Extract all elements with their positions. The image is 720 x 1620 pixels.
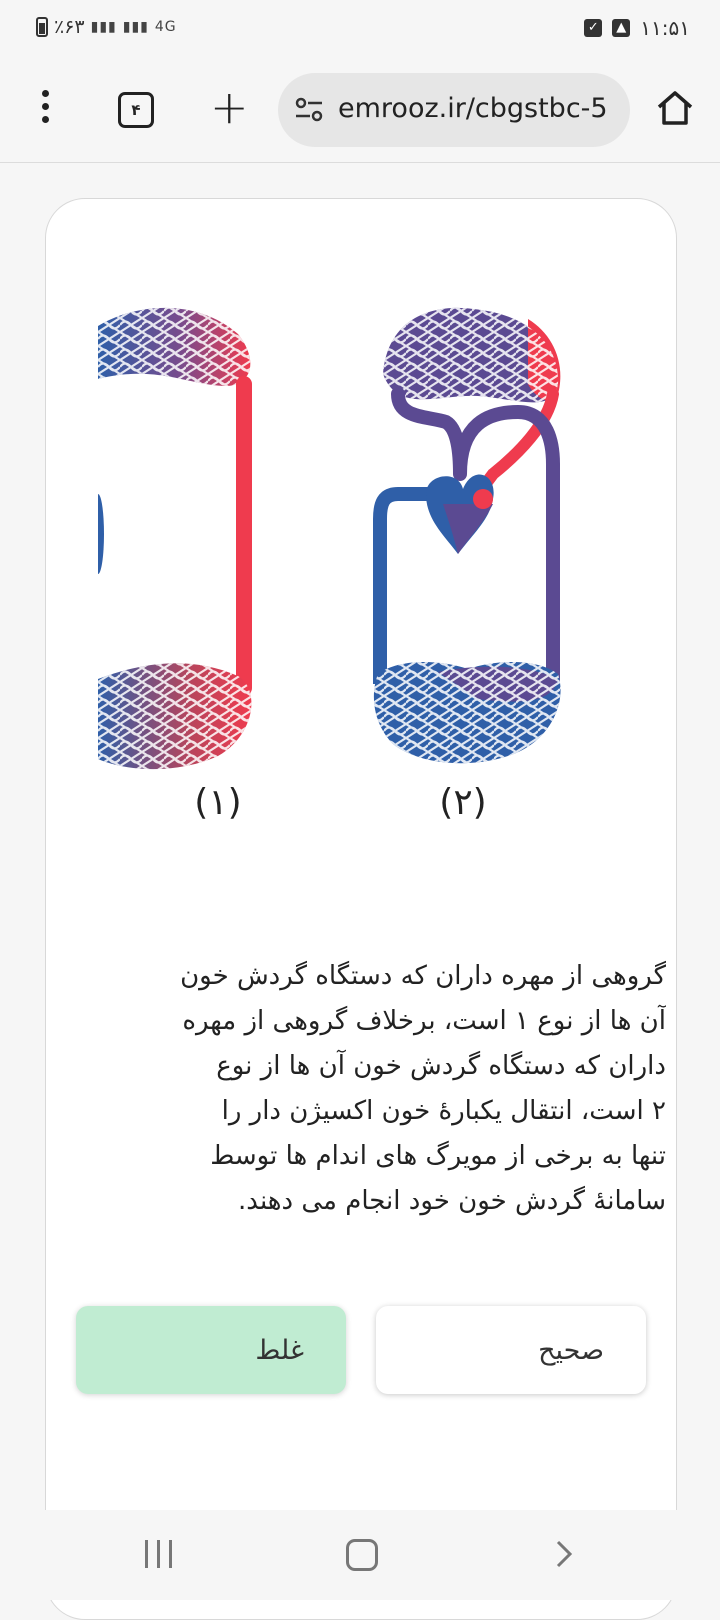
checkbox-notification-icon: ✓ — [584, 19, 602, 37]
signal-icon-2: ▮▮▮ — [122, 19, 149, 35]
question-text — [136, 954, 666, 1224]
home-nav-icon[interactable] — [346, 1539, 378, 1571]
question-line: آن ها از نوع ۱ است، برخلاف گروهی از مهره — [182, 1006, 666, 1036]
clock: ۱۱:۵۱ — [640, 16, 690, 40]
system-nav-bar — [0, 1510, 720, 1600]
tabs-count-button[interactable]: ۴ — [118, 92, 154, 128]
question-line: داران که دستگاه گردش خون آن ها از نوع — [216, 1051, 666, 1081]
status-left — [36, 16, 177, 38]
status-bar — [0, 0, 720, 60]
false-answer-label: غلط — [255, 1334, 304, 1366]
menu-dots-icon[interactable] — [36, 90, 54, 130]
circulation-diagram — [98, 304, 638, 864]
back-icon[interactable] — [548, 1538, 578, 1570]
diagram-label-1: (۱) — [194, 782, 242, 823]
browser-toolbar — [0, 60, 720, 163]
circulation-type-1 — [98, 308, 252, 771]
new-tab-icon[interactable]: + — [210, 80, 249, 134]
true-answer-label: صحیح — [538, 1334, 604, 1366]
battery-percent: ٪۶۳ — [54, 16, 85, 38]
status-right — [584, 16, 690, 40]
address-bar[interactable] — [278, 73, 630, 147]
question-card — [45, 198, 677, 1620]
site-settings-icon[interactable] — [294, 97, 324, 123]
recent-apps-icon[interactable] — [145, 1540, 172, 1568]
battery-icon — [36, 17, 48, 37]
diagram-label-2: (۲) — [439, 782, 487, 823]
question-line: تنها به برخی از مویرگ های اندام ها توسط — [210, 1141, 666, 1171]
question-line: ۲ است، انتقال یکبارۀ خون اکسیژن دار را — [221, 1096, 666, 1126]
signal-icon: ▮▮▮ — [90, 19, 117, 35]
url-text[interactable]: emrooz.ir/cbgstbc-5 — [338, 93, 608, 124]
question-line: گروهی از مهره داران که دستگاه گردش خون — [180, 961, 666, 991]
false-answer-button[interactable] — [76, 1306, 346, 1394]
question-line: سامانۀ گردش خون خود انجام می دهند. — [238, 1186, 666, 1216]
network-type: 4G — [154, 19, 177, 35]
home-icon[interactable] — [655, 88, 695, 128]
true-answer-button[interactable] — [376, 1306, 646, 1394]
circulation-type-2 — [374, 308, 561, 763]
image-notification-icon: ▲ — [612, 19, 630, 37]
